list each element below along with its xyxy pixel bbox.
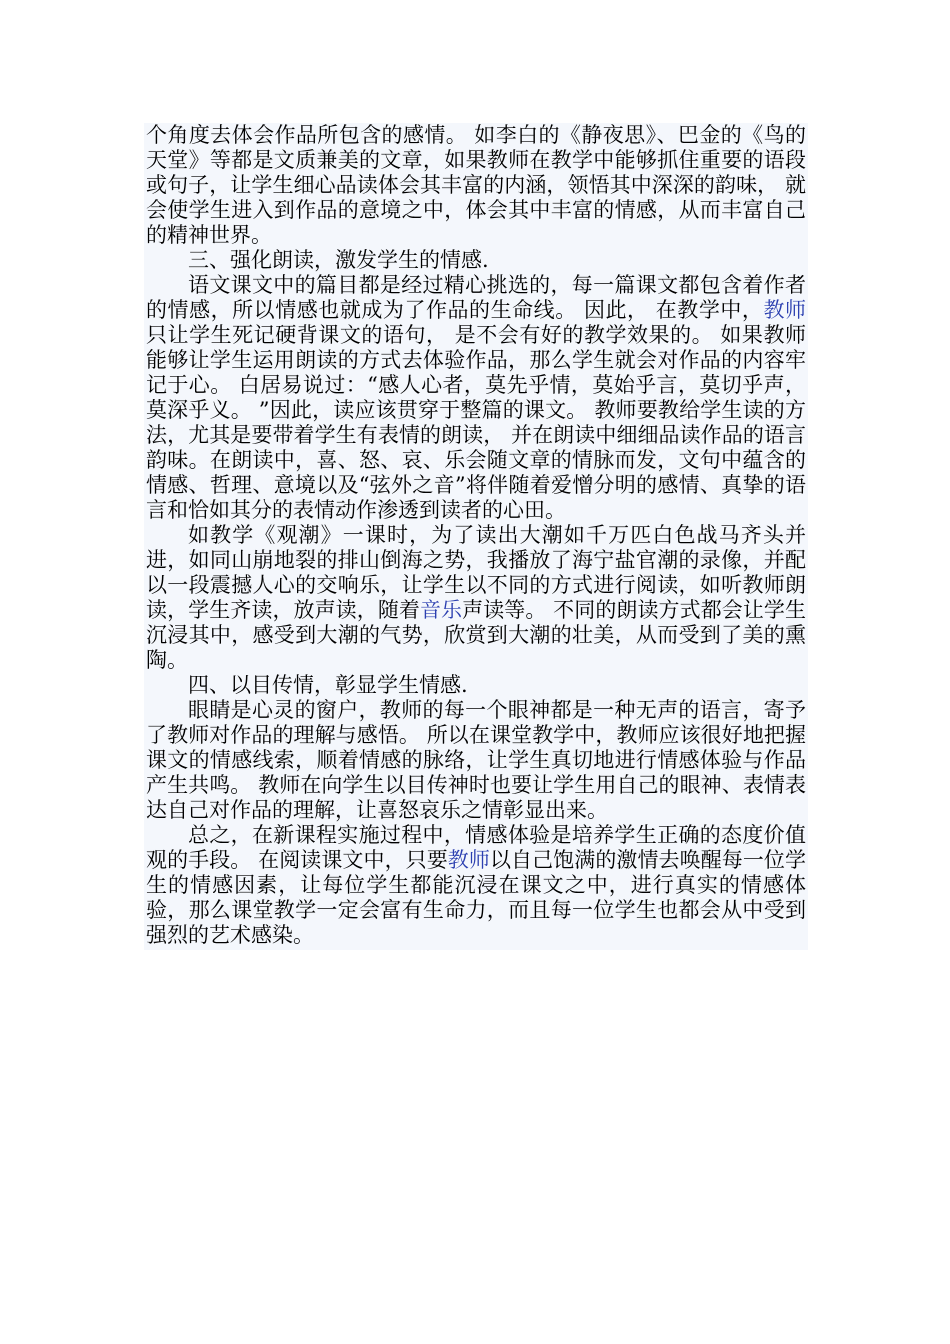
paragraph xyxy=(146,123,806,248)
paragraph-text: 三、强化朗读，激发学生的情感. xyxy=(188,248,489,272)
paragraph-text: 眼睛是心灵的窗户，教师的每一个眼神都是一种无声的语言，寄予了教师对作品的理解与感悟。 所以在课堂教学中，教师应该很好地把握课文的情感线索，顺着情感的脉络，让学生真切地进行情感体验与作品产生共鸣。 教师在向学生以目传神时也要让学生用自己的眼神、表情表达自己对作品的理解，让喜怒哀乐之情彰显出来。 xyxy=(146,698,806,822)
paragraph-text: 如教学《观潮》一课时，为了读出大潮如千万匹白色战马齐头并进，如同山崩地裂的排山倒海之势，我播放了海宁盐官潮的录像，并配以一段震撼人心的交响乐，让学生以不同的方式进行阅读，如听教师朗读，学生齐读，放声读，随着 xyxy=(146,523,806,622)
paragraph-text: 四、以目传情，彰显学生情感. xyxy=(188,673,468,697)
paragraph xyxy=(146,698,806,823)
paragraph-text: 语文课文中的篇目都是经过精心挑选的，每一篇课文都包含着作者的情感，所以情感也就成为了作品的生命线。 因此， 在教学中， xyxy=(146,273,806,322)
inline-link[interactable]: 教师 xyxy=(447,848,490,872)
paragraph-text: 只让学生死记硬背课文的语句， 是不会有好的教学效果的。 如果教师能够让学生运用朗读的方式去体验作品，那么学生就会对作品的内容牢记于心。 白居易说过：“感人心者，莫先乎情，莫始乎言，莫切乎声，莫深乎义。 ”因此，读应该贯穿于整篇的课文。 教师要教给学生读的方法，尤其是要带着学生有表情的朗读， 并在朗读中细细品读作品的语言韵味。在朗读中，喜、怒、哀、乐会随文章的情脉而发，文句中蕴含的情感、哲理、意境以及“弦外之音”将伴随着爱憎分明的感情、真挚的语言和恰如其分的表情动作渗透到读者的心田。 xyxy=(146,323,806,522)
paragraph xyxy=(146,248,806,273)
document-text-block xyxy=(144,123,808,950)
paragraph xyxy=(146,673,806,698)
paragraph xyxy=(146,273,806,523)
paragraph-text: 总之，在新课程实施过程中，情感体验是培养学生正确的态度价值观的手段。 在阅读课文中，只要 xyxy=(146,823,806,872)
paragraph xyxy=(146,523,806,673)
inline-link[interactable]: 教师 xyxy=(763,298,806,322)
paragraph-text: 声读等。 不同的朗读方式都会让学生沉浸其中，感受到大潮的气势，欣赏到大潮的壮美，从而受到了美的熏陶。 xyxy=(146,598,806,672)
paragraph-text: 以自己饱满的激情去唤醒每一位学生的情感因素，让每位学生都能沉浸在课文之中，进行真实的情感体验，那么课堂教学一定会富有生命力，而且每一位学生也都会从中受到强烈的艺术感染。 xyxy=(146,848,806,947)
inline-link[interactable]: 音乐 xyxy=(419,598,463,622)
paragraph xyxy=(146,823,806,948)
paragraph-text: 个角度去体会作品所包含的感情。 如李白的《静夜思》、巴金的《鸟的天堂》等都是文质兼美的文章，如果教师在教学中能够抓住重要的语段或句子，让学生细心品读体会其丰富的内涵，领悟其中深深的韵味， 就会使学生进入到作品的意境之中，体会其中丰富的情感，从而丰富自己的精神世界。 xyxy=(146,123,806,247)
